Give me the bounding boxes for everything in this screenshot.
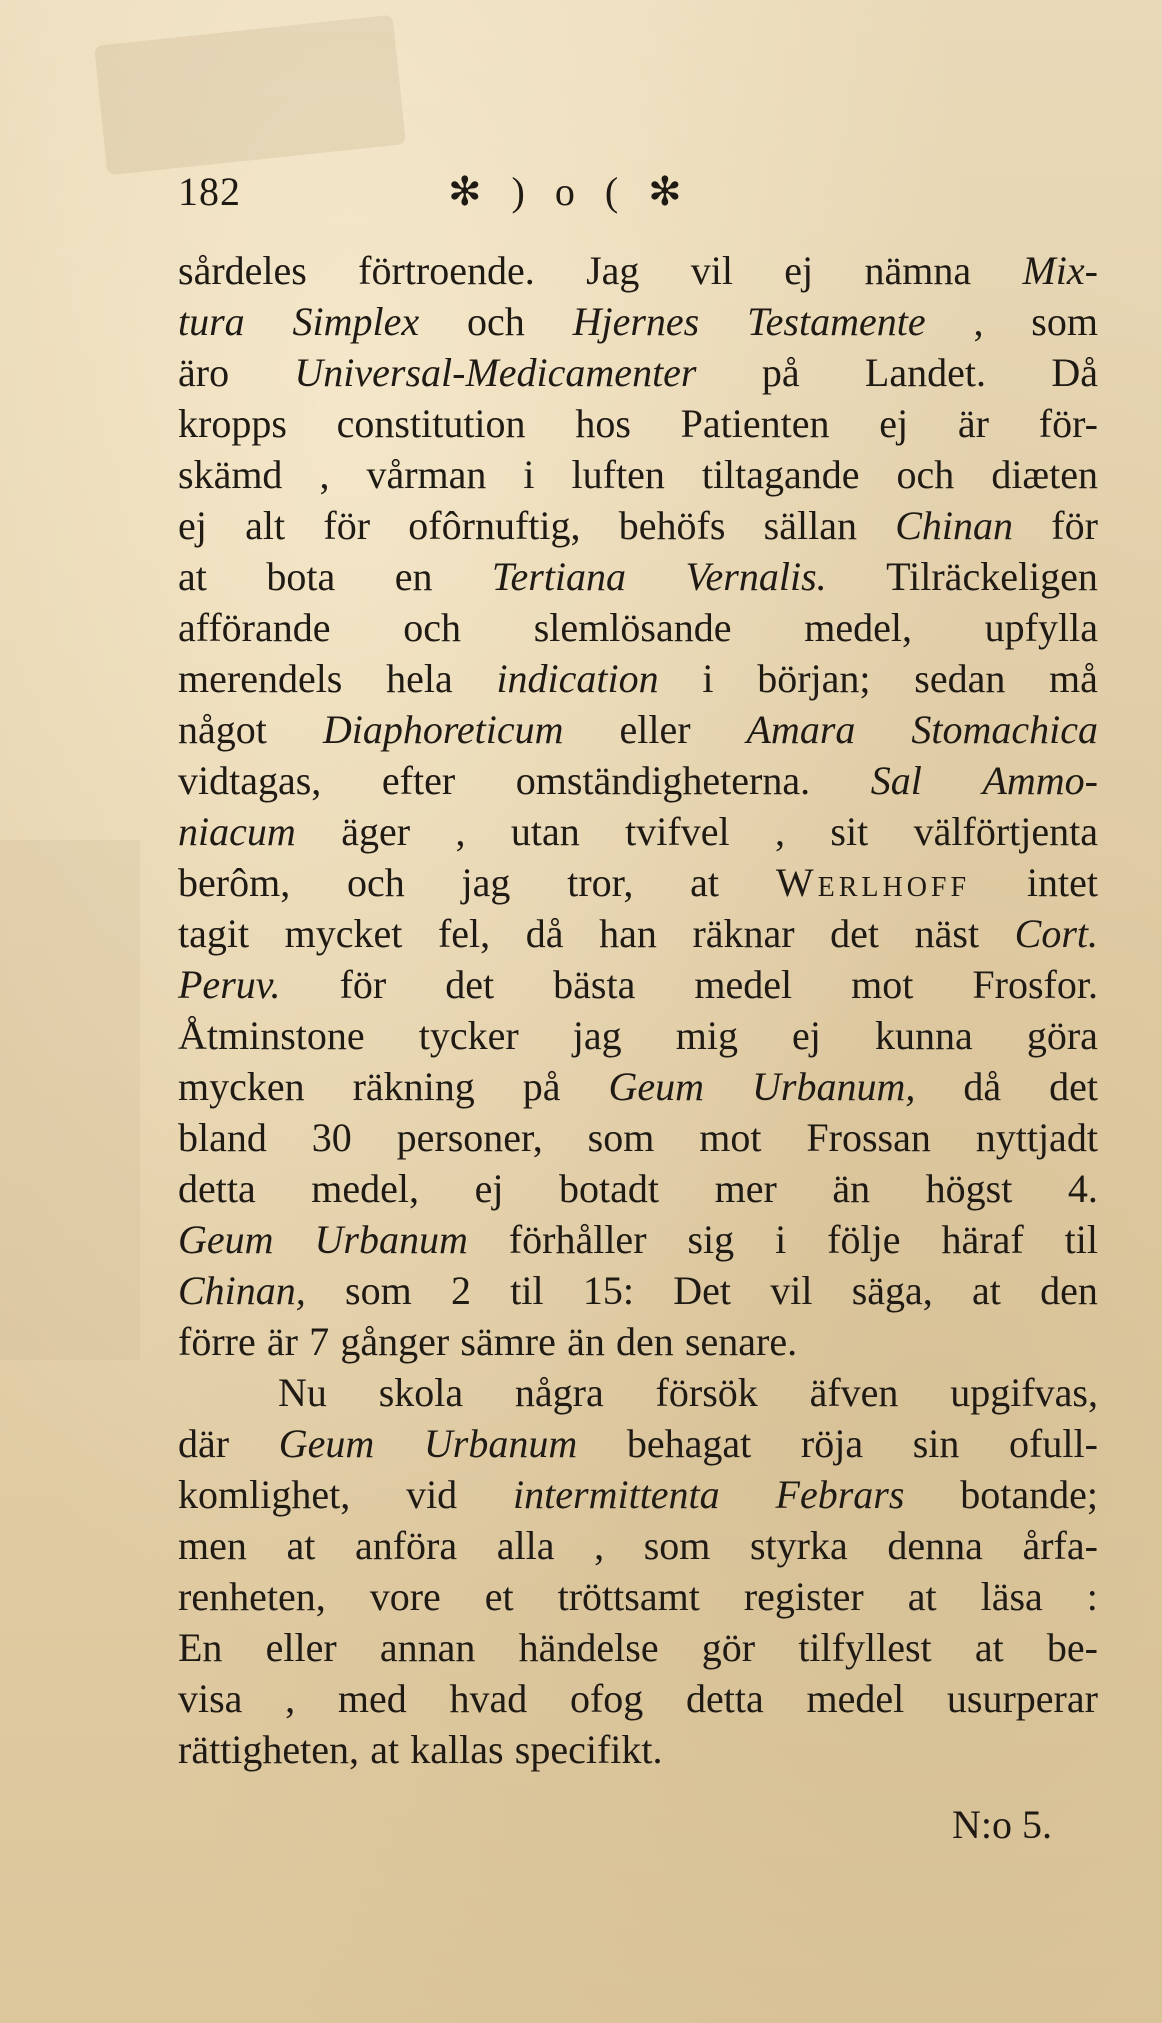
word: är [957,401,989,446]
word: rättigheten, [178,1727,360,1772]
word: hvad [449,1676,528,1721]
word: försök [655,1370,758,1415]
word: : [1086,1574,1098,1619]
word: i [775,1217,787,1262]
word: Vernalis. [685,554,827,599]
word: gånger [340,1319,450,1364]
header-ornament: ✻ ) o ( ✻ [448,169,692,214]
word: där [178,1421,230,1466]
word: då [525,911,564,956]
word: tiltagande [701,452,860,497]
word: näst [914,911,980,956]
text-line [178,1469,1098,1520]
text-line [178,1061,1098,1112]
catchword: N:o 5. [952,1802,1052,1847]
text-line [178,806,1098,857]
word: Geum [178,1217,274,1262]
word: personer, [396,1115,543,1160]
word: mig [675,1013,738,1058]
word: ej [879,401,909,446]
word: , [319,452,330,497]
word: bästa [553,962,636,1007]
word: Amara [746,707,856,752]
word: diæten [991,452,1098,497]
word: Urbanum [314,1217,468,1262]
word: komlighet, [178,1472,351,1517]
word: och [403,605,461,650]
word: sig [687,1217,735,1262]
word: Mix- [1022,248,1098,293]
word: läsa [980,1574,1043,1619]
word: tura [178,299,245,344]
word: och [467,299,525,344]
text-line [178,1673,1098,1724]
text-line [178,449,1098,500]
word: gör [701,1625,756,1670]
text-line [178,296,1098,347]
word: intet [1026,860,1098,905]
word: mycken [178,1064,305,1109]
word: för [1051,503,1098,548]
word: upgifvas, [950,1370,1098,1415]
word: anföra [354,1523,458,1568]
word: som [345,1268,412,1313]
word: vil [690,248,733,293]
word: vårman [366,452,487,497]
word: jag [572,1013,622,1058]
word: Ammo- [982,758,1098,803]
word: senare. [684,1319,798,1364]
word: något [178,707,267,752]
word: botande; [960,1472,1098,1517]
word: 30 [311,1115,352,1160]
word: bota [266,554,336,599]
word: sin [912,1421,960,1466]
text-line [178,755,1098,806]
word: följe [827,1217,901,1262]
word: medel [694,962,793,1007]
page-number: 182 [178,169,241,214]
word: medel, [804,605,912,650]
word: ej [784,248,814,293]
word: kallas [410,1727,504,1772]
word: äro [178,350,230,395]
text-line [178,908,1098,959]
word: afförande [178,605,331,650]
word: ofôrnuftig, [408,503,581,548]
text-line [178,1010,1098,1061]
word: botadt [559,1166,660,1211]
word: medel, [311,1166,420,1211]
word: constitution [336,401,526,446]
word: 15: [582,1268,634,1313]
text-line [178,1571,1098,1622]
text-line [178,1112,1098,1163]
word: men [178,1523,247,1568]
word: välförtjenta [913,809,1098,854]
word: och [346,860,405,905]
text-line [178,551,1098,602]
word: medel [806,1676,905,1721]
word: Testamente [747,299,926,344]
word: räknar [692,911,795,956]
word: på [522,1064,561,1109]
word: et [484,1574,514,1619]
word: alla [496,1523,555,1568]
word: kropps [178,401,287,446]
word: med [337,1676,407,1721]
word: som [1031,299,1098,344]
text-line [178,653,1098,704]
word: händelse [518,1625,659,1670]
word: Sal [870,758,922,803]
word: , [285,1676,296,1721]
word: hela [386,656,453,701]
word: alt [245,503,286,548]
word: Nu [278,1370,327,1415]
word: några [514,1370,604,1415]
word: mer [714,1166,777,1211]
word: säga, [851,1268,933,1313]
word: tagit [178,911,250,956]
word: at [907,1574,937,1619]
word: til [1064,1217,1098,1262]
word: Geum [608,1064,705,1109]
word: Geum [278,1421,375,1466]
word: det [830,911,880,956]
word: sårdeles [178,248,307,293]
word: luften [571,452,665,497]
word: förre [178,1319,256,1364]
word: til [510,1268,544,1313]
body-text [178,245,1098,1775]
word: räkning [352,1064,475,1109]
word: Universal-Medicamenter [294,350,697,395]
text-line [178,1418,1098,1469]
word: Simplex [292,299,420,344]
word: i [702,656,714,701]
word: förtroende. [358,248,535,293]
word: at [972,1268,1001,1313]
word: behagat [626,1421,752,1466]
word: början; [757,656,871,701]
text-line [178,347,1098,398]
word: mot [851,962,914,1007]
word: En [178,1625,223,1670]
word: sällan [763,503,857,548]
word: niacum [178,809,296,854]
word: detta [178,1166,256,1211]
word: skämd [178,452,283,497]
word: ej [792,1013,821,1058]
word: , [455,809,466,854]
word: register [743,1574,864,1619]
word: för [339,962,387,1007]
word: Jag [586,248,640,293]
word: Diaphoreticum [322,707,564,752]
word: häraf [941,1217,1024,1262]
word: utan [510,809,580,854]
word: sedan [914,656,1006,701]
word: merendels [178,656,343,701]
word: Frossan [806,1115,931,1160]
word: mot [699,1115,762,1160]
word: Då [1051,350,1098,395]
word: 4. [1067,1166,1098,1211]
text-line [178,602,1098,653]
word: 2 [450,1268,471,1313]
word: Urbanum, [752,1064,916,1109]
word: Patienten [680,401,830,446]
word: den [616,1319,674,1364]
word: Frosfor. [972,962,1098,1007]
word: årfa- [1022,1523,1098,1568]
word: intermittenta [513,1472,720,1517]
word: visa [178,1676,243,1721]
word: ofull- [1009,1421,1098,1466]
word: ej [178,503,207,548]
word: indication [496,656,659,701]
word: må [1049,656,1098,701]
word: at [178,554,207,599]
word: renheten, [178,1574,326,1619]
word: tvifvel [625,809,730,854]
word: hos [575,401,631,446]
word: , [973,299,984,344]
word: än [567,1319,605,1364]
word: Chinan, [178,1268,306,1313]
word: en [394,554,433,599]
word: nyttjadt [975,1115,1098,1160]
paper-stain [94,15,406,176]
word: Åtminstone [178,1013,365,1058]
word: tror, [567,860,634,905]
word: 7 [309,1319,330,1364]
word: högst [925,1166,1013,1211]
text-line [178,1724,1098,1775]
word: fel, [437,911,491,956]
word: at [690,860,720,905]
text-line [178,1622,1098,1673]
word: tröttsamt [557,1574,700,1619]
word: tycker [418,1013,519,1058]
word: annan [379,1625,476,1670]
word: berôm, [178,860,291,905]
text-line [178,704,1098,755]
word: den [1040,1268,1098,1313]
word: Chinan [895,503,1014,548]
word: ej [474,1166,504,1211]
word: Cort. [1014,911,1098,956]
word: slemlösande [533,605,732,650]
text-line [178,1214,1098,1265]
word: äger [341,809,411,854]
word: sit [830,809,869,854]
word: i [523,452,535,497]
word: detta [686,1676,764,1721]
word: vid [406,1472,458,1517]
word: det [1049,1064,1098,1109]
word: eller [619,707,691,752]
word: Stomachica [911,707,1098,752]
word: , [594,1523,605,1568]
word: vil [770,1268,813,1313]
word: mycket [284,911,403,956]
word: Landet. [864,350,986,395]
word: förhåller [508,1217,647,1262]
word: Hjernes [572,299,700,344]
text-line [178,1367,1098,1418]
word: Urbanum [423,1421,578,1466]
word: be- [1046,1625,1098,1670]
word: Det [673,1268,731,1313]
word: eller [265,1625,337,1670]
text-line [178,1163,1098,1214]
word: som [587,1115,655,1160]
word: jag [461,860,511,905]
word: at [286,1523,316,1568]
text-line [178,398,1098,449]
word: äfven [809,1370,899,1415]
word: skola [378,1370,464,1415]
word: på [761,350,800,395]
word: ofog [569,1676,644,1721]
word: , [775,809,785,854]
word: at [974,1625,1004,1670]
word: än [832,1166,871,1211]
word: kunna [875,1013,973,1058]
word: upfylla [984,605,1098,650]
word: vidtagas, [178,758,322,803]
word: sämre [460,1319,556,1364]
word: röja [800,1421,864,1466]
word: denna [887,1523,983,1568]
word: efter [381,758,456,803]
text-line [178,1265,1098,1316]
word: Werlhoff [775,860,971,905]
word: bland [178,1115,267,1160]
word: vore [369,1574,441,1619]
text-line [178,959,1098,1010]
text-line [178,500,1098,551]
word: då [963,1064,1002,1109]
text-line [178,857,1098,908]
word: Tertiana [491,554,627,599]
word: Peruv. [178,962,281,1007]
word: som [643,1523,711,1568]
running-header [178,165,818,219]
word: styrka [749,1523,848,1568]
word: nämna [864,248,972,293]
word: usurperar [946,1676,1098,1721]
word: Tilräckeligen [886,554,1098,599]
text-line [178,245,1098,296]
word: det [445,962,495,1007]
word: tilfyllest [798,1625,932,1670]
word: för [323,503,371,548]
word: specifikt. [514,1727,663,1772]
word: är [266,1319,298,1364]
word: behöfs [618,503,726,548]
word: at [370,1727,400,1772]
word: för- [1038,401,1098,446]
word: han [599,911,657,956]
paper-stain-left [0,840,140,1360]
word: och [896,452,955,497]
word: Febrars [775,1472,905,1517]
text-line [178,1316,1098,1367]
word: göra [1026,1013,1098,1058]
text-line [178,1520,1098,1571]
word: omständigheterna. [515,758,811,803]
